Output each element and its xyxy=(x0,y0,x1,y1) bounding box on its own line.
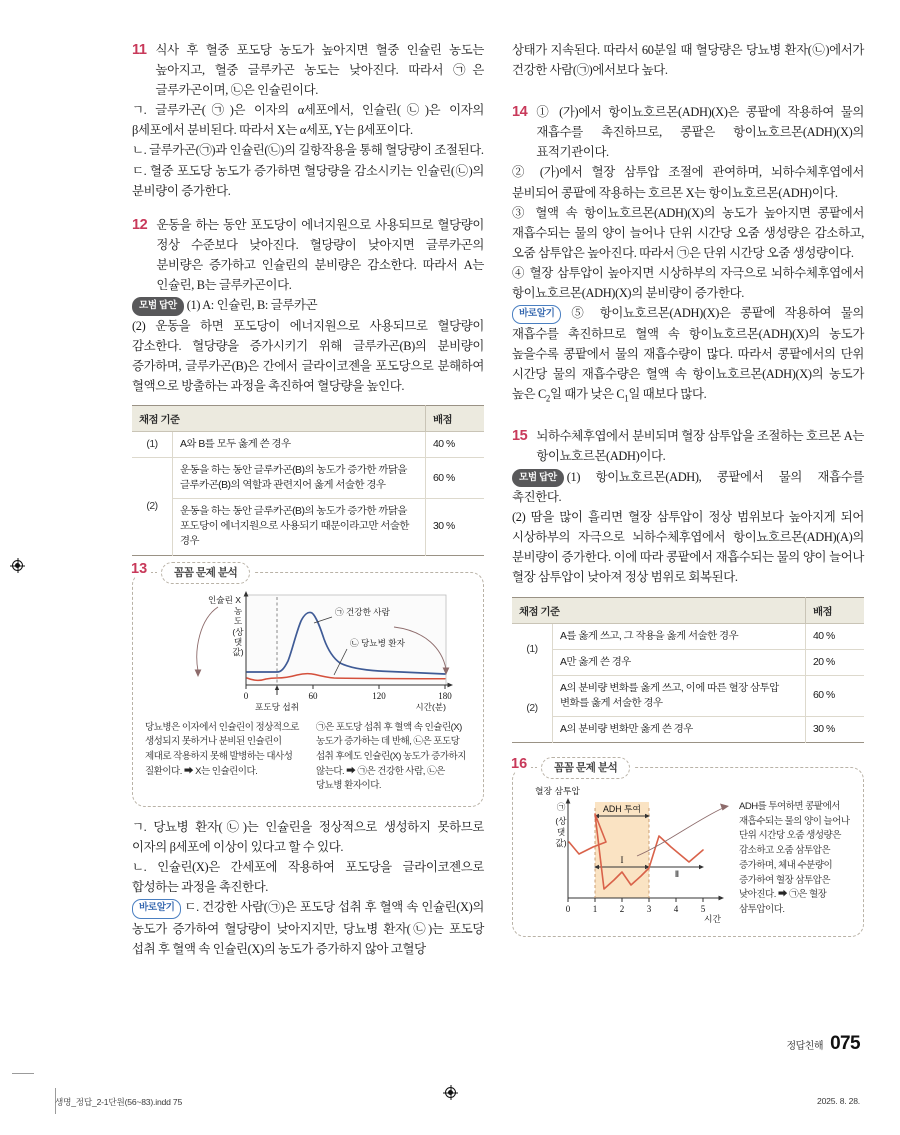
item-14-number: 14 xyxy=(512,104,528,121)
item-13-number: 13 xyxy=(131,561,151,577)
row-criterion: 운동을 하는 동안 글루카곤(B)의 농도가 증가한 까닭을 포도당이 에너지원으로 사용되기 때문이라고만 서술한 경우 xyxy=(180,506,409,548)
xtick-1: 1 xyxy=(592,903,598,914)
item-11-line-c: ㄷ. 혈중 포도당 농도가 증가하면 혈당량을 감소시키는 인슐린(㉡)의 분비량이 증가한다. xyxy=(132,163,484,198)
xtick-180: 180 xyxy=(438,690,452,701)
item-13-chart xyxy=(145,589,471,717)
table-row xyxy=(512,675,864,716)
trim-mark xyxy=(12,1073,34,1074)
yaxis-label-3: (상 xyxy=(232,626,244,637)
row-criterion: A의 분비량 변화를 옳게 쓰고, 이에 따른 혈장 삼투압 변화를 옳게 서술한 경우 xyxy=(553,675,806,716)
xtick-2: 2 xyxy=(619,903,625,914)
xtick-120: 120 xyxy=(372,690,386,701)
series-label-diabetic: ㉡ 당뇨병 환자 xyxy=(350,637,405,648)
xtick-60: 60 xyxy=(308,690,318,701)
row-criterion: A만 옳게 쓴 경우 xyxy=(553,649,806,675)
model-answer-badge: 모범 답안 xyxy=(512,469,564,488)
svg-text:댓: 댓 xyxy=(233,636,243,647)
event-label: 포도당 섭취 xyxy=(255,701,299,712)
item-12-answer-2: (2) 운동을 하면 포도당이 에너지원으로 사용되므로 혈당량이 감소한다. 혈당량을 증가시키기 위해 글루카곤(B)의 분비량이 증가하며, 글루카곤(B)은 간에서 글라이코젠을 포도당으로 분해하여 혈액으로 방출하는 과정을 촉진하여 혈당량을 높인다. xyxy=(132,318,484,393)
correction-badge: 바로알기 xyxy=(512,305,561,325)
item-13-line-a: ㄱ. 당뇨병 환자(㉡)는 인슐린을 정상적으로 생성하지 못하므로 이자의 β세포에 이상이 있다고 할 수 있다. xyxy=(132,820,484,855)
model-answer-badge: 모범 답안 xyxy=(132,297,184,316)
svg-text:값): 값) xyxy=(555,837,567,848)
analysis-header xyxy=(537,757,634,779)
item-13 xyxy=(131,560,484,959)
scoring-table-12 xyxy=(132,405,484,555)
col-points: 배점 xyxy=(806,597,865,623)
analysis-header xyxy=(157,562,254,584)
item-15-answer-1-text: (1) 항이뇨호르몬(ADH), 콩팥에서 물의 재흡수를 촉진한다. xyxy=(512,469,864,505)
right-column xyxy=(512,40,864,951)
item-16-content xyxy=(525,784,851,924)
xtick-3: 3 xyxy=(646,903,652,914)
row-points: 30 % xyxy=(426,499,485,555)
item-16 xyxy=(511,755,864,937)
item-15-intro: 뇌하수체후엽에서 분비되며 혈장 삼투압을 조절하는 호르몬 A는 항이뇨호르몬(ADH)이다. xyxy=(536,429,864,464)
item-13-notes xyxy=(145,721,471,795)
item-14-line-4: ④ 혈장 삼투압이 높아지면 시상하부의 자극으로 뇌하수체후엽에서 항이뇨호르몬(ADH)(X)의 분비량이 증가한다. xyxy=(512,265,864,301)
row-no: (2) xyxy=(512,675,553,742)
folio-label: 정답친해 xyxy=(786,1041,824,1052)
item-11 xyxy=(132,40,484,201)
table-row xyxy=(132,499,484,555)
svg-text:값): 값) xyxy=(232,646,244,657)
item-15-answer-2: (2) 땀을 많이 흘리면 혈장 삼투압이 정상 범위보다 높아지게 되어 시상하부의 자극으로 뇌하수체후엽에서 항이뇨호르몬(ADH)(A)의 분비량이 증가한다. 이에 따라 콩팥에서 재흡수되는 물의 양이 늘어나 혈장 삼투압이 낮아져 정상 범위로 회복된다. xyxy=(512,510,864,585)
yaxis-label-unit: (상 xyxy=(555,815,567,826)
table-header-row xyxy=(132,406,484,432)
row-criterion: 운동을 하는 동안 글루카곤(B)의 농도가 증가한 까닭을 글루카곤(B)의 역할과 관련지어 옳게 서술한 경우 xyxy=(173,458,426,499)
yaxis-label-1: 인슐린 X xyxy=(207,594,241,605)
item-12-number: 12 xyxy=(132,216,148,233)
yaxis-label-symbol: ㉠ xyxy=(556,801,566,812)
item-16-number: 16 xyxy=(511,756,531,772)
row-no: (1) xyxy=(132,432,173,458)
col-points: 배점 xyxy=(426,406,485,432)
yaxis-label-2: 농 xyxy=(233,605,243,616)
footer-filename: 생명_정답_2-1단원(56~83).indd 75 xyxy=(55,1097,183,1107)
insulin-concentration-chart xyxy=(158,589,458,717)
row-criterion: A와 B를 모두 옳게 쓴 경우 xyxy=(173,432,426,458)
analysis-badge: 꼼꼼 문제 분석 xyxy=(541,757,630,779)
item-12-answer-1 xyxy=(132,295,484,316)
series-label-healthy: ㉠ 건강한 사람 xyxy=(335,606,390,617)
table-row xyxy=(132,432,484,458)
correction-badge: 바로알기 xyxy=(132,899,181,919)
row-points: 30 % xyxy=(806,716,865,742)
item-14-sub-c2: 2 xyxy=(545,393,551,404)
xtick-4: 4 xyxy=(673,903,679,914)
xtick-0: 0 xyxy=(243,690,249,701)
table-row xyxy=(132,458,484,499)
xtick-5: 5 xyxy=(700,903,706,914)
xaxis-label: 시간(분) xyxy=(415,701,446,712)
item-16-analysis-panel xyxy=(511,755,864,937)
item-14-line-5-post: 일 때보다 많다. xyxy=(628,387,707,402)
item-13-continuation: 상태가 지속된다. 따라서 60분일 때 혈당량은 당뇨병 환자(㉡)에서가 건강한 사람(㉠)에서보다 높다. xyxy=(512,43,864,78)
footer-date: 2025. 8. 28. xyxy=(817,1096,860,1106)
col-criterion: 채점 기준 xyxy=(512,597,806,623)
span-label-1: I xyxy=(620,854,624,865)
item-15-answer-1 xyxy=(512,467,864,508)
item-12 xyxy=(132,215,484,556)
table-row xyxy=(512,623,864,649)
row-criterion: A의 분비량 변화만 옳게 쓴 경우 xyxy=(560,723,693,735)
table-row xyxy=(512,716,864,742)
item-13-note-right: ㉠은 포도당 섭취 후 혈액 속 인슐린(X) 농도가 증가하는 데 반해, ㉡은 포도당 섭취 후에도 인슐린(X) 농도가 증가하지 않는다. ➡ ㉠은 건강한 사람, ㉡은 당뇨병 환자이다. xyxy=(316,721,466,792)
page-number: 075 xyxy=(830,1033,860,1054)
xaxis-label: 시간 xyxy=(704,913,721,924)
item-13-line-c xyxy=(132,897,484,958)
chart-title: 혈장 삼투압 xyxy=(535,785,580,796)
item-14-line-2: ② (가)에서 혈장 삼투압 조절에 관여하며, 뇌하수체후엽에서 분비되어 콩팥에 작용하는 호르몬 X는 항이뇨호르몬(ADH)이다. xyxy=(512,165,864,200)
plasma-osmotic-pressure-chart xyxy=(525,784,735,924)
row-points: 40 % xyxy=(806,623,865,649)
running-footer xyxy=(55,1096,860,1108)
item-11-number: 11 xyxy=(132,42,147,58)
item-13-analysis-panel xyxy=(131,560,484,808)
item-14-line-3: ③ 혈액 속 항이뇨호르몬(ADH)(X)의 농도가 높아지면 콩팥에서 재흡수되는 물의 양이 늘어나 단위 시간당 오줌 생성량은 감소하고, 오줌 삼투압은 높아진다. 따라서 ㉠은 단위 시간당 오줌 생성량이다. xyxy=(512,205,864,260)
item-15 xyxy=(512,426,864,743)
row-no: (2) xyxy=(132,458,173,555)
registration-mark-left xyxy=(10,558,25,573)
left-column xyxy=(132,40,484,973)
item-11-line-b: ㄴ. 글루카곤(㉠)과 인슐린(㉡)의 길항작용을 통해 혈당량이 조절된다. xyxy=(132,143,484,158)
item-13-note-left: 당뇨병은 이자에서 인슐린이 정상적으로 생성되지 못하거나 분비된 인슐린이 제대로 작용하지 못해 발병하는 대사성 질환이다. ➡ X는 인슐린이다. xyxy=(145,721,299,777)
item-14-line-1: ① (가)에서 항이뇨호르몬(ADH)(X)은 콩팥에 작용하여 물의 재흡수를 촉진하므로, 콩팥은 항이뇨호르몬(ADH)(X)의 표적기관이다. xyxy=(536,105,864,160)
svg-text:댓: 댓 xyxy=(556,826,566,837)
item-14 xyxy=(512,102,864,406)
scoring-table-15 xyxy=(512,597,864,743)
row-points: 60 % xyxy=(806,675,865,716)
item-14-sub-c1: 1 xyxy=(624,393,629,404)
item-14-line-5 xyxy=(512,303,864,406)
item-12-intro: 운동을 하는 동안 포도당이 에너지원으로 사용되므로 혈당량이 정상 수준보다 낮아진다. 혈당량이 낮아지면 글루카곤의 분비량은 증가하고 인슐린의 분비량은 감소한다. 따라서 A는 인슐린, B는 글루카곤이다. xyxy=(156,217,484,293)
row-points: 20 % xyxy=(806,649,865,675)
row-no: (1) xyxy=(512,623,553,675)
col-criterion: 채점 기준 xyxy=(132,406,426,432)
table-row xyxy=(512,649,864,675)
item-16-note-right: ADH를 투여하면 콩팥에서 재흡수되는 물의 양이 늘어나 단위 시간당 오줌 생성량은 감소하고 오줌 삼투압은 증가하며, 체내 수분량이 증가하여 혈장 삼투압은 낮아진다. ➡ ㉠은 혈장 삼투압이다. xyxy=(739,800,850,915)
table-header-row xyxy=(512,597,864,623)
item-12-answer-1-text: (1) A: 인슐린, B: 글루카곤 xyxy=(186,298,318,313)
analysis-badge: 꼼꼼 문제 분석 xyxy=(161,562,250,584)
xtick-0: 0 xyxy=(565,903,571,914)
item-14-line-5-mid: 일 때가 낮은 C xyxy=(550,387,625,402)
item-13-line-b: ㄴ. 인슐린(X)은 간세포에 작용하여 포도당을 글라이코젠으로 합성하는 과정을 촉진한다. xyxy=(132,860,484,895)
adh-admin-label: ADH 투여 xyxy=(602,803,642,814)
item-15-number: 15 xyxy=(512,428,528,445)
svg-text:도: 도 xyxy=(233,615,243,626)
folio xyxy=(786,1033,860,1055)
row-points: 60 % xyxy=(426,458,485,499)
item-11-line-a: ㄱ. 글루카곤(㉠)은 이자의 α세포에서, 인슐린(㉡)은 이자의 β세포에서 분비된다. 따라서 X는 α세포, Y는 β세포이다. xyxy=(132,103,484,138)
item-14-line-5-pre: ⑤ 항이뇨호르몬(ADH)(X)은 콩팥에 작용하여 물의 재흡수를 촉진하므로 혈액 속 항이뇨호르몬(ADH)(X)의 농도가 높을수록 콩팥에서 물의 재흡수량이 많다. 따라서 콩팥에서의 단위 시간당 물의 재흡수량은 혈액 속 항이뇨호르몬(ADH)(X)의 농도가 높은 C xyxy=(512,306,864,402)
row-points: 40 % xyxy=(426,432,485,458)
item-13-line-c-text: ㄷ. 건강한 사람(㉠)은 포도당 섭취 후 혈액 속 인슐린(X)의 농도가 증가하여 혈당량이 낮아지지만, 당뇨병 환자(㉡)는 포도당 섭취 후 혈액 속 인슐린(X)의 농도가 증가하지 않아 고혈당 xyxy=(132,900,484,956)
span-label-2: Ⅱ xyxy=(674,868,680,879)
row-criterion: A를 옳게 쓰고, 그 작용을 옳게 서술한 경우 xyxy=(553,623,806,649)
item-11-intro: 식사 후 혈중 포도당 농도가 높아지면 혈중 인슐린 농도는 높아지고, 혈중 글루카곤 농도는 낮아진다. 따라서 ㉠은 글루카곤이며, ㉡은 인슐린이다. xyxy=(155,43,484,98)
